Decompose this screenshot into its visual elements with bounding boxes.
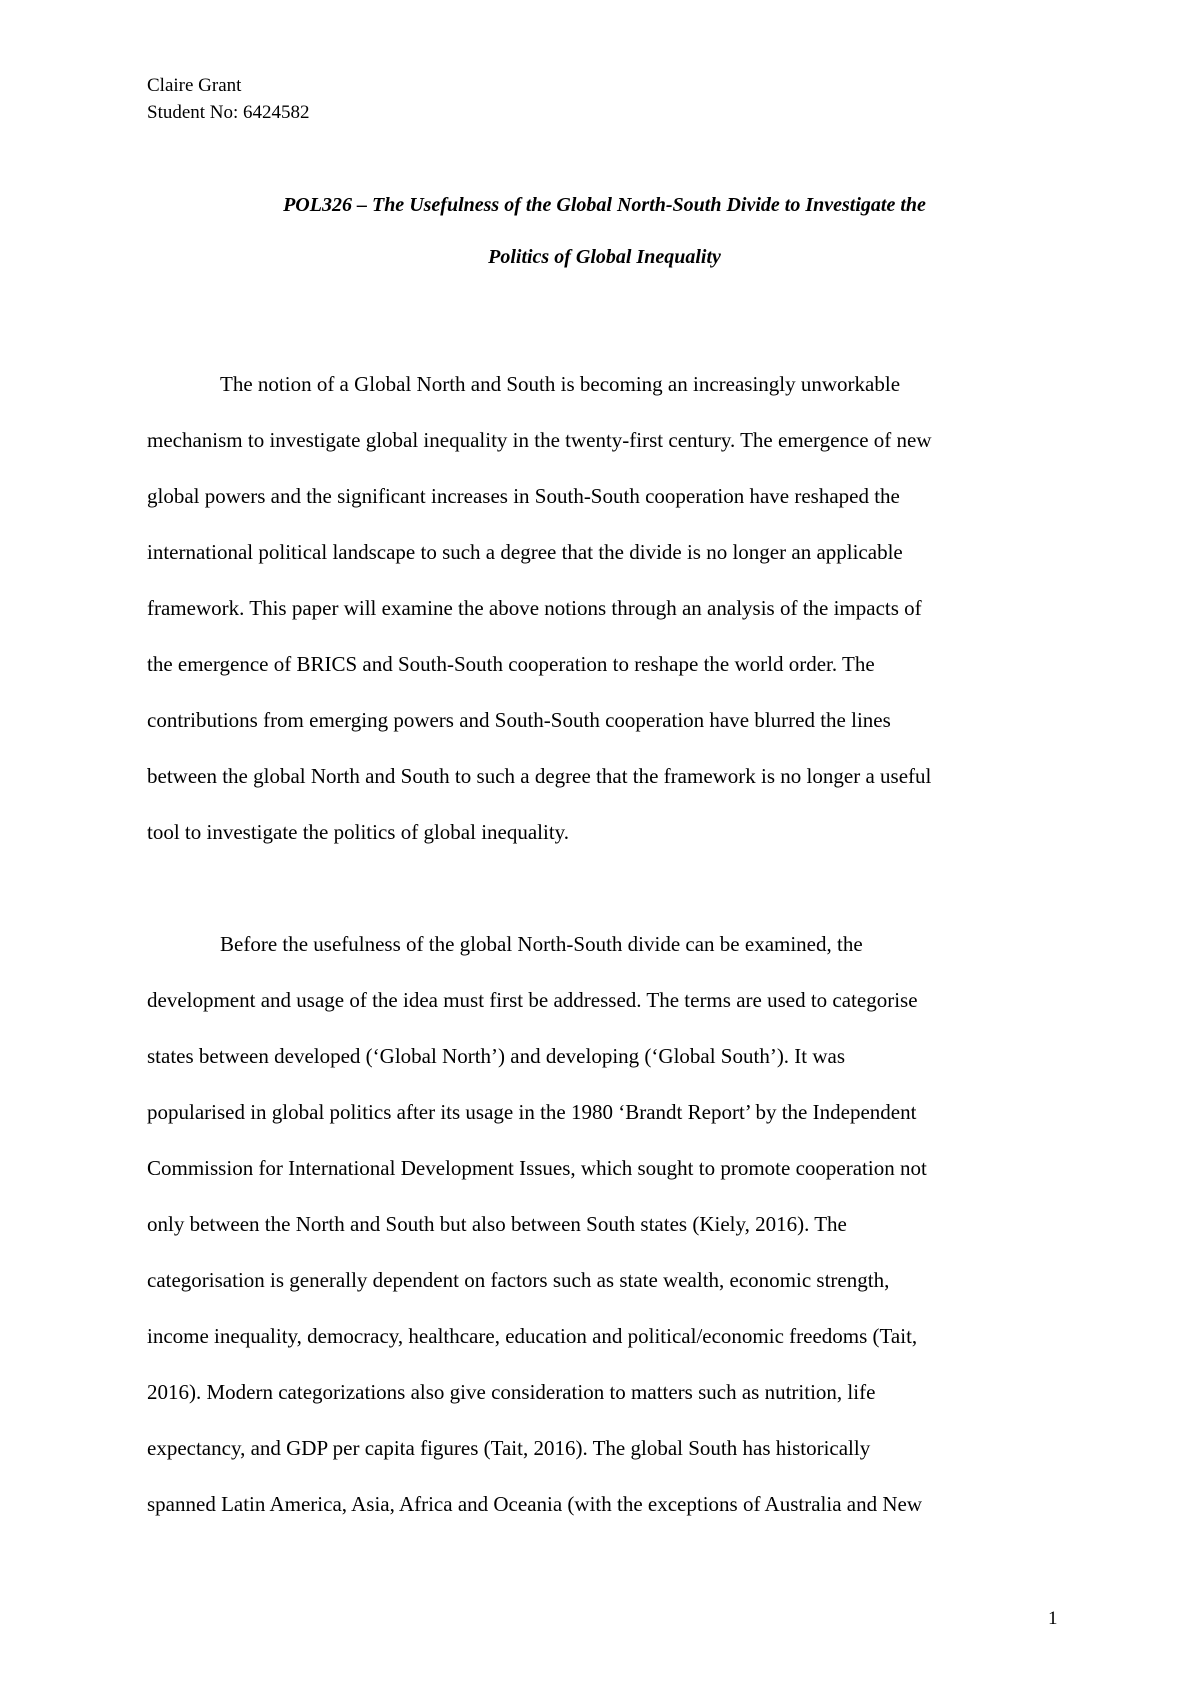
paragraph-line: mechanism to investigate global inequality in the twenty-first century. The emergence of new: [147, 428, 932, 452]
paragraph-line: global powers and the significant increases in South-South cooperation have reshaped the: [147, 484, 900, 508]
paragraph-line: categorisation is generally dependent on factors such as state wealth, economic strength,: [147, 1268, 890, 1292]
paragraph-line: states between developed (‘Global North’) and developing (‘Global South’). It was: [147, 1044, 846, 1068]
page-number: 1: [1048, 1608, 1058, 1629]
title-line: Politics of Global Inequality: [488, 246, 721, 268]
paragraph-line: The notion of a Global North and South is becoming an increasingly unworkable: [220, 372, 901, 396]
paragraph-line: Commission for International Development Issues, which sought to promote cooperation not: [147, 1156, 927, 1180]
document-header: [147, 72, 310, 126]
paragraph-line: development and usage of the idea must first be addressed. The terms are used to categorise: [147, 988, 918, 1012]
paragraph-line: between the global North and South to such a degree that the framework is no longer a useful: [147, 764, 932, 788]
student-number: Student No: 6424582: [147, 102, 310, 123]
paragraph-line: expectancy, and GDP per capita figures (Tait, 2016). The global South has historically: [147, 1436, 871, 1460]
paragraph-line: the emergence of BRICS and South-South cooperation to reshape the world order. The: [147, 652, 875, 676]
author-name: Claire Grant: [147, 75, 242, 96]
paragraph-line: 2016). Modern categorizations also give consideration to matters such as nutrition, life: [147, 1380, 876, 1404]
paragraph-line: Before the usefulness of the global North-South divide can be examined, the: [220, 932, 863, 956]
title-line: POL326 – The Usefulness of the Global North-South Divide to Investigate the: [283, 194, 926, 216]
paragraph-line: popularised in global politics after its usage in the 1980 ‘Brandt Report’ by the Independent: [147, 1100, 917, 1124]
paragraph-line: income inequality, democracy, healthcare, education and political/economic freedoms (Tait,: [147, 1324, 918, 1348]
paragraph-line: framework. This paper will examine the above notions through an analysis of the impacts of: [147, 596, 922, 620]
paragraph-line: international political landscape to such a degree that the divide is no longer an applicable: [147, 540, 903, 564]
paragraph-line: contributions from emerging powers and South-South cooperation have blurred the lines: [147, 708, 891, 732]
paragraph-line: only between the North and South but also between South states (Kiely, 2016). The: [147, 1212, 847, 1236]
paragraph-line: tool to investigate the politics of global inequality.: [147, 820, 570, 844]
paragraph-line: spanned Latin America, Asia, Africa and Oceania (with the exceptions of Australia and New: [147, 1492, 922, 1516]
